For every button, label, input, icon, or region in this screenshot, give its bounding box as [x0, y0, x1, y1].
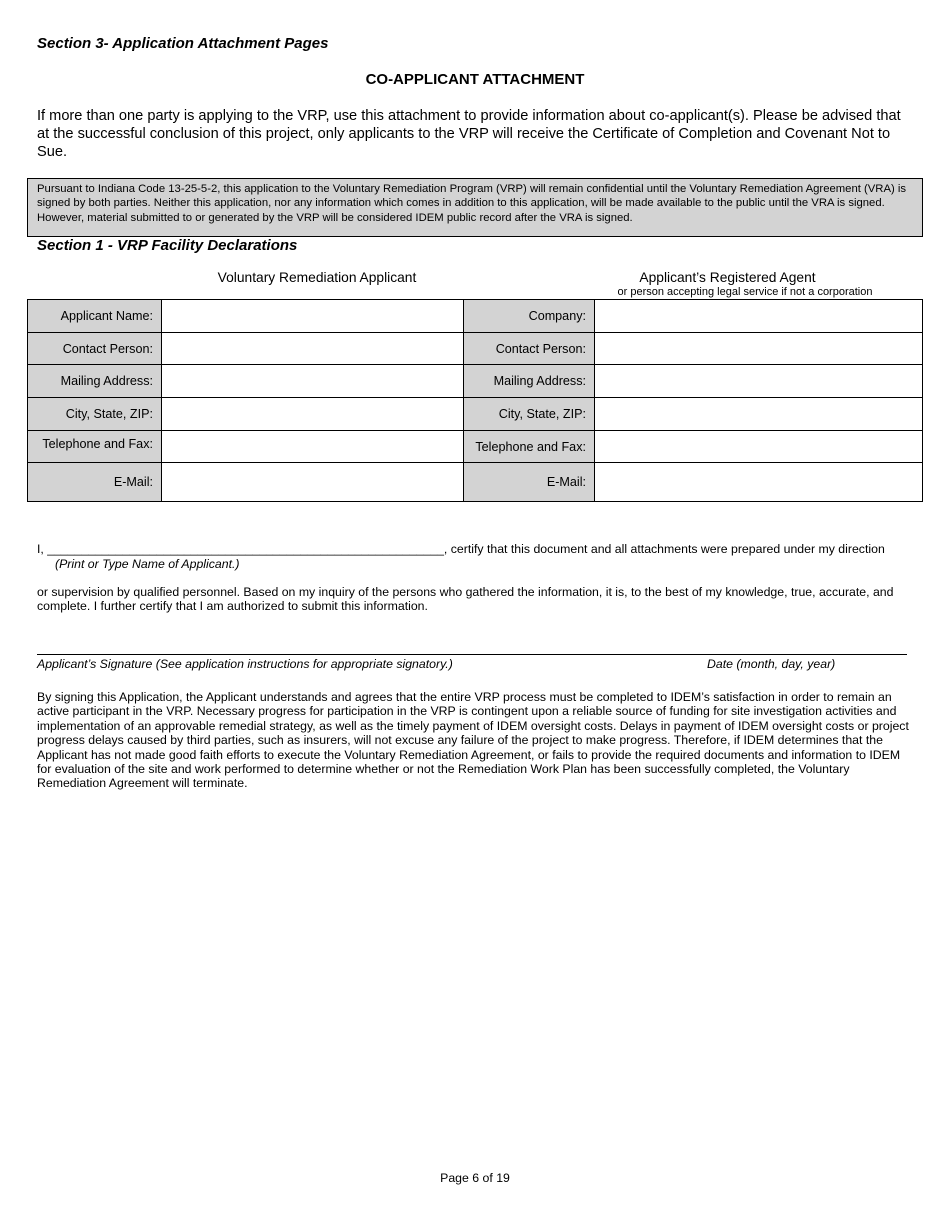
table-row: [28, 398, 923, 431]
section1-title: Section 1 - VRP Facility Declarations: [37, 237, 298, 254]
agent-address-label: Mailing Address:: [464, 365, 595, 398]
agent-email-field[interactable]: [595, 463, 923, 502]
agent-city-field[interactable]: [595, 398, 923, 431]
agent-city-label: City, State, ZIP:: [464, 398, 595, 431]
applicant-email-label: E-Mail:: [28, 463, 162, 502]
table-row: [28, 365, 923, 398]
table-row: [28, 431, 923, 463]
agent-contact-field[interactable]: [595, 333, 923, 365]
applicant-city-field[interactable]: [162, 398, 464, 431]
agreement-text: By signing this Application, the Applicant understands and agrees that the entire VRP process must be completed to IDEM’s satisfaction in order to remain an active participant in the VRP. Necessary progress for participation in the VRP is contingent upon a reliable source of funding for site investigation activities and implementation of an approvable remedial strategy, as well as the timely payment of IDEM oversight costs. Delays in payment of IDEM oversight costs or project progress delays caused by third parties, such as insurers, will not excuse any failure of the project to make progress. Therefore, if IDEM determines that the Applicant has not made good faith efforts to execute the Voluntary Remediation Agreement, or fails to provide the required documents and information to IDEM for evaluation of the site and work performed to determine whether or not the Remediation Work Plan has been successfully completed, the Voluntary Remediation Agreement will terminate.: [37, 690, 909, 791]
section3-title: Section 3- Application Attachment Pages: [37, 35, 329, 52]
company-field[interactable]: [595, 300, 923, 333]
applicant-name-label: Applicant Name:: [28, 300, 162, 333]
page-number: Page 6 of 19: [440, 1171, 510, 1185]
attachment-heading: CO-APPLICANT ATTACHMENT: [365, 71, 585, 88]
agent-column-subheading: or person accepting legal service if not a corporation: [617, 286, 873, 298]
agent-email-label: E-Mail:: [464, 463, 595, 502]
certification-line: [37, 542, 885, 556]
intro-text: If more than one party is applying to the VRP, use this attachment to provide information about co-applicant(s). Please be advised that at the successful conclusion of this project, only applicants to the VRP will receive the Certificate of Completion and Covenant Not to Sue.: [37, 108, 901, 160]
applicant-address-field[interactable]: [162, 365, 464, 398]
signature-line[interactable]: [37, 654, 907, 655]
agent-phone-field[interactable]: [595, 431, 923, 463]
signature-label: Applicant’s Signature (See application instructions for appropriate signatory.): [37, 657, 453, 671]
applicant-name-blank[interactable]: __________________________________________________________: [47, 542, 444, 556]
applicant-phone-label: Telephone and Fax:: [28, 431, 162, 463]
certification-prefix: I,: [37, 542, 48, 556]
applicant-address-label: Mailing Address:: [28, 365, 162, 398]
applicant-city-label: City, State, ZIP:: [28, 398, 162, 431]
agent-phone-label: Telephone and Fax:: [464, 431, 595, 463]
applicant-contact-label: Contact Person:: [28, 333, 162, 365]
agent-column-heading: Applicant’s Registered Agent: [639, 270, 816, 285]
date-label: Date (month, day, year): [707, 657, 836, 671]
company-label: Company:: [464, 300, 595, 333]
certification-suffix: , certify that this document and all attachments were prepared under my direction: [443, 542, 885, 556]
table-row: [28, 333, 923, 365]
name-hint: (Print or Type Name of Applicant.): [55, 557, 240, 571]
applicant-contact-field[interactable]: [162, 333, 464, 365]
applicant-phone-field[interactable]: [162, 431, 464, 463]
confidentiality-notice: Pursuant to Indiana Code 13-25-5-2, this application to the Voluntary Remediation Program (VRP) will remain confidential until the Voluntary Remediation Agreement (VRA) is signed by both parties. Neither this application, nor any information which comes in addition to this application, will be made available to the public until the VRA is signed. However, material submitted to or generated by the VRP will be considered IDEM public record after the VRA is signed.: [27, 178, 923, 237]
table-row: [28, 463, 923, 502]
table-row: [28, 300, 923, 333]
applicant-name-field[interactable]: [162, 300, 464, 333]
applicant-email-field[interactable]: [162, 463, 464, 502]
applicant-column-heading: Voluntary Remediation Applicant: [217, 270, 417, 285]
certification-continuation: or supervision by qualified personnel. Based on my inquiry of the persons who gathered the information, it is, to the best of my knowledge, true, accurate, and complete. I further certify that I am authorized to submit this information.: [37, 585, 894, 614]
agent-address-field[interactable]: [595, 365, 923, 398]
facility-declarations-table: [27, 299, 923, 502]
agent-contact-label: Contact Person:: [464, 333, 595, 365]
